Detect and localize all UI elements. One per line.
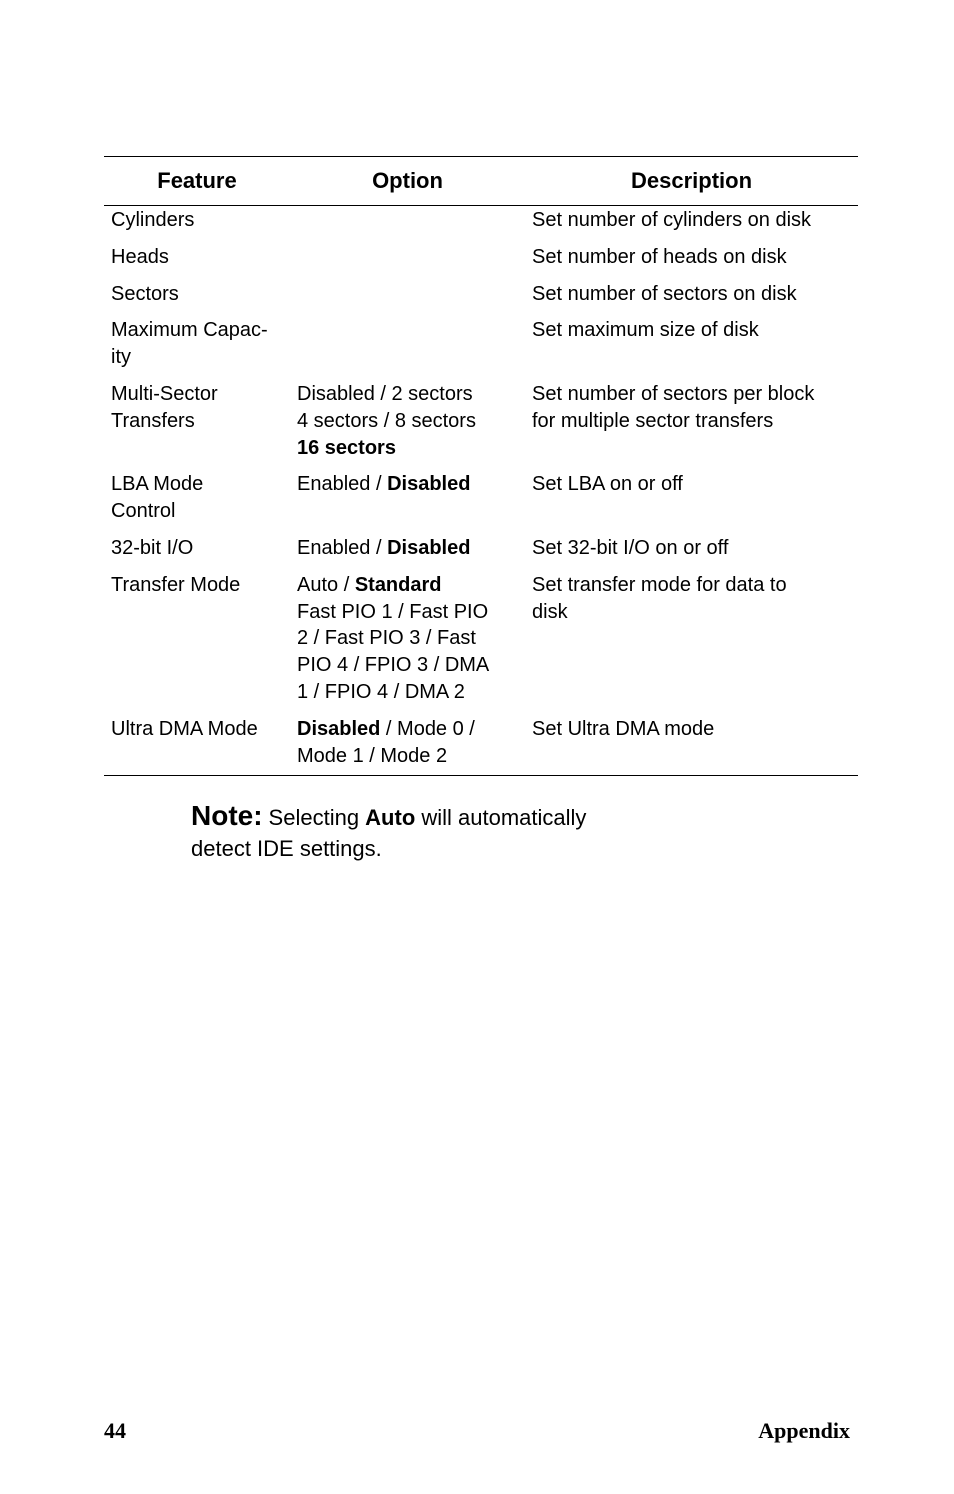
feature-line: Transfer Mode: [111, 573, 241, 596]
option-default: Disabled: [387, 536, 471, 559]
option-text: 2 / Fast PIO 3 / Fast: [297, 627, 476, 650]
description-line: Set number of heads on disk: [532, 245, 787, 268]
cell-option: [290, 381, 525, 461]
table-row: [104, 207, 858, 234]
option-line: [297, 625, 525, 652]
description-line: Set number of sectors per block: [532, 382, 815, 405]
feature-line: Heads: [111, 245, 169, 268]
option-line: [297, 716, 525, 743]
description-line: Set number of cylinders on disk: [532, 209, 812, 231]
feature-line: Transfers: [111, 409, 195, 432]
table-bottom-rule: [104, 775, 858, 776]
cell-feature: [104, 317, 290, 371]
option-line: [297, 599, 525, 626]
feature-line: Cylinders: [111, 209, 195, 231]
cell-option: [290, 281, 525, 308]
table-row: [104, 281, 858, 308]
feature-line: 32-bit I/O: [111, 536, 194, 559]
ide-settings-table: [104, 156, 858, 776]
option-text: PIO 4 / FPIO 3 / DMA: [297, 654, 490, 677]
description-line: Set maximum size of disk: [532, 319, 759, 342]
description-line: Set LBA on or off: [532, 473, 683, 496]
cell-description: [525, 281, 858, 308]
table-row: [104, 535, 858, 562]
cell-option: [290, 207, 525, 234]
option-default: 16 sectors: [297, 436, 396, 459]
option-line: [297, 679, 525, 706]
cell-description: [525, 381, 858, 461]
cell-description: [525, 535, 858, 562]
note-bold-word: Auto: [365, 805, 416, 830]
option-text: 4 sectors / 8 sectors: [297, 409, 476, 432]
option-text: Enabled /: [297, 536, 388, 559]
cell-option: [290, 535, 525, 562]
note-text-before: Selecting: [268, 805, 366, 830]
table-body: [104, 206, 858, 775]
feature-line: Ultra DMA Mode: [111, 717, 258, 740]
description-line: Set Ultra DMA mode: [532, 717, 715, 740]
note-label: Note:: [191, 800, 263, 831]
footer-section: Appendix: [758, 1418, 850, 1443]
cell-option: [290, 471, 525, 525]
feature-line: LBA Mode: [111, 473, 204, 496]
cell-feature: [104, 207, 290, 234]
note-text-after: will automatically: [415, 805, 587, 830]
table-row: [104, 572, 858, 706]
cell-feature: [104, 471, 290, 525]
cell-option: [290, 716, 525, 770]
option-text: 1 / FPIO 4 / DMA 2: [297, 680, 465, 703]
cell-description: [525, 572, 858, 706]
feature-line: Control: [111, 500, 176, 523]
option-default: Disabled: [387, 473, 471, 496]
table-row: [104, 317, 858, 371]
option-line: [297, 652, 525, 679]
option-line: [297, 435, 525, 462]
option-text: / Mode 0 /: [380, 717, 475, 740]
table-row: [104, 244, 858, 271]
description-line: disk: [532, 600, 568, 623]
note-line-2: detect IDE settings.: [191, 836, 382, 861]
option-line: [297, 408, 525, 435]
option-text: Disabled / 2 sectors: [297, 382, 473, 405]
cell-feature: [104, 281, 290, 308]
option-text: Mode 1 / Mode 2: [297, 744, 448, 767]
option-default: Standard: [354, 573, 442, 596]
cell-option: [290, 317, 525, 371]
header-feature: Feature: [157, 168, 237, 193]
feature-line: Maximum Capac-: [111, 319, 268, 342]
cell-feature: [104, 244, 290, 271]
cell-feature: [104, 572, 290, 706]
feature-line: ity: [111, 346, 131, 369]
option-line: [297, 572, 525, 599]
cell-description: [525, 244, 858, 271]
page-number: 44: [104, 1418, 126, 1443]
description-line: Set number of sectors on disk: [532, 282, 797, 305]
feature-line: Multi-Sector: [111, 382, 218, 405]
cell-option: [290, 572, 525, 706]
cell-description: [525, 317, 858, 371]
cell-feature: [104, 535, 290, 562]
feature-line: Sectors: [111, 282, 179, 305]
option-line: [297, 535, 525, 562]
cell-option: [290, 244, 525, 271]
cell-description: [525, 716, 858, 770]
header-option: Option: [372, 168, 443, 193]
table-row: [104, 716, 858, 770]
option-default: Disabled: [297, 717, 381, 740]
option-text: Enabled /: [297, 473, 388, 496]
note: [191, 800, 661, 864]
cell-feature: [104, 381, 290, 461]
option-line: [297, 743, 525, 770]
description-line: Set 32-bit I/O on or off: [532, 536, 729, 559]
header-description: Description: [630, 168, 753, 193]
option-text: Auto /: [297, 573, 355, 596]
table-row: [104, 471, 858, 525]
table-row: [104, 381, 858, 461]
option-text: Fast PIO 1 / Fast PIO: [297, 600, 489, 623]
option-line: [297, 381, 525, 408]
description-line: Set transfer mode for data to: [532, 573, 787, 596]
cell-feature: [104, 716, 290, 770]
cell-description: [525, 471, 858, 525]
cell-description: [525, 207, 858, 234]
option-line: [297, 471, 525, 498]
description-line: for multiple sector transfers: [532, 409, 774, 432]
table-header: [104, 157, 858, 206]
